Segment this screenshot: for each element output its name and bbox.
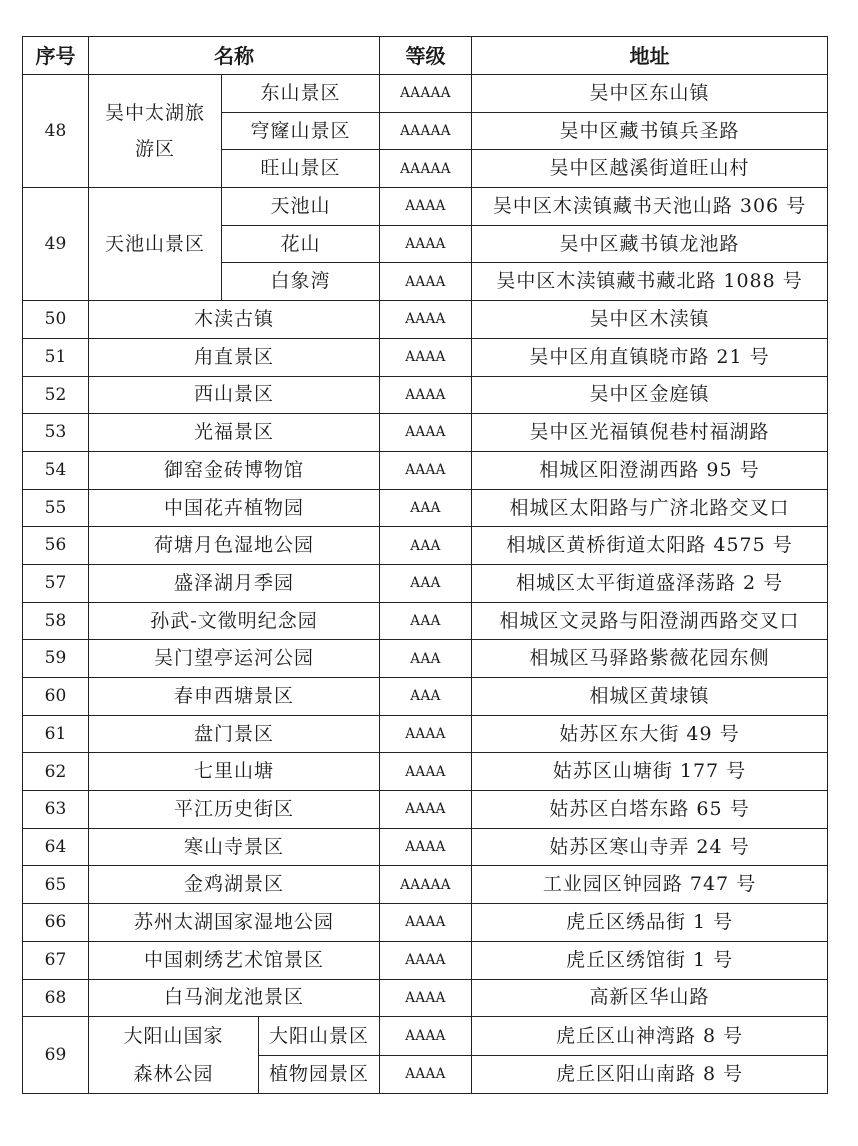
group-name-line: 游区 [134, 138, 175, 161]
group-name-line: 森林公园 [133, 1063, 214, 1086]
table-row [23, 602, 828, 640]
sub-area-name: 天池山 [222, 188, 380, 226]
grade-cell: AAAA [380, 338, 472, 376]
grade-cell: AAAA [380, 715, 472, 753]
grade-cell: AAAA [380, 791, 472, 829]
address-cell: 吴中区越溪街道旺山村 [472, 150, 828, 188]
address-cell: 吴中区东山镇 [472, 75, 828, 113]
grade-cell: AAAA [380, 979, 472, 1017]
address-cell: 相城区阳澄湖西路 95 号 [472, 451, 828, 489]
table-row [23, 376, 828, 414]
sub-area-name: 花山 [222, 225, 380, 263]
table-row [23, 640, 828, 678]
scenic-spots-table [22, 36, 828, 1094]
row-index: 66 [23, 904, 89, 942]
address-cell: 虎丘区绣品街 1 号 [472, 904, 828, 942]
spot-name: 白马涧龙池景区 [89, 979, 380, 1017]
address-cell: 吴中区木渎镇藏书藏北路 1088 号 [472, 263, 828, 301]
row-index: 53 [23, 414, 89, 452]
group-name [89, 1017, 259, 1094]
table-row [23, 527, 828, 565]
address-cell: 相城区黄埭镇 [472, 678, 828, 716]
table-row [23, 188, 828, 226]
spot-name: 寒山寺景区 [89, 828, 380, 866]
spot-name: 孙武-文徵明纪念园 [89, 602, 380, 640]
row-index: 55 [23, 489, 89, 527]
header-grade: 等级 [380, 37, 472, 75]
row-index: 50 [23, 301, 89, 339]
table-row [23, 753, 828, 791]
table-row [23, 941, 828, 979]
address-cell: 吴中区光福镇倪巷村福湖路 [472, 414, 828, 452]
header-name: 名称 [89, 37, 380, 75]
spot-name: 七里山塘 [89, 753, 380, 791]
grade-cell: AAAA [380, 263, 472, 301]
address-cell: 相城区文灵路与阳澄湖西路交叉口 [472, 602, 828, 640]
table-row [23, 75, 828, 113]
spot-name: 平江历史街区 [89, 791, 380, 829]
table-row [23, 451, 828, 489]
address-cell: 姑苏区山塘街 177 号 [472, 753, 828, 791]
spot-name: 盛泽湖月季园 [89, 564, 380, 602]
grade-cell: AAAA [380, 376, 472, 414]
table-row [23, 678, 828, 716]
row-index: 67 [23, 941, 89, 979]
table-body [23, 75, 828, 1094]
row-index: 69 [23, 1017, 89, 1094]
sub-area-name: 植物园景区 [259, 1055, 380, 1094]
table-row [23, 489, 828, 527]
grade-cell: AAA [380, 527, 472, 565]
grade-cell: AAAA [380, 451, 472, 489]
spot-name: 金鸡湖景区 [89, 866, 380, 904]
table-row [23, 828, 828, 866]
spot-name: 盘门景区 [89, 715, 380, 753]
table-row [23, 715, 828, 753]
grade-cell: AAAAA [380, 150, 472, 188]
address-cell: 姑苏区东大街 49 号 [472, 715, 828, 753]
group-name-line: 吴中太湖旅 [104, 101, 205, 124]
address-cell: 虎丘区阳山南路 8 号 [472, 1055, 828, 1094]
row-index: 51 [23, 338, 89, 376]
address-cell: 相城区马驿路紫薇花园东侧 [472, 640, 828, 678]
sub-area-name: 大阳山景区 [259, 1017, 380, 1056]
table-row [23, 791, 828, 829]
row-index: 59 [23, 640, 89, 678]
grade-cell: AAA [380, 640, 472, 678]
address-cell: 虎丘区绣馆街 1 号 [472, 941, 828, 979]
spot-name: 甪直景区 [89, 338, 380, 376]
spot-name: 中国花卉植物园 [89, 489, 380, 527]
spot-name: 春申西塘景区 [89, 678, 380, 716]
spot-name: 荷塘月色湿地公园 [89, 527, 380, 565]
row-index: 57 [23, 564, 89, 602]
row-index: 58 [23, 602, 89, 640]
spot-name: 西山景区 [89, 376, 380, 414]
address-cell: 相城区太阳路与广济北路交叉口 [472, 489, 828, 527]
row-index: 60 [23, 678, 89, 716]
address-cell: 吴中区藏书镇龙池路 [472, 225, 828, 263]
address-cell: 吴中区藏书镇兵圣路 [472, 112, 828, 150]
address-cell: 姑苏区白塔东路 65 号 [472, 791, 828, 829]
header-row [23, 37, 828, 75]
grade-cell: AAA [380, 602, 472, 640]
sub-area-name: 东山景区 [222, 75, 380, 113]
table-row [23, 301, 828, 339]
header-address: 地址 [472, 37, 828, 75]
row-index: 49 [23, 188, 89, 301]
group-name: 天池山景区 [89, 188, 222, 301]
address-cell: 吴中区木渎镇 [472, 301, 828, 339]
group-name [89, 75, 222, 188]
grade-cell: AAAAA [380, 75, 472, 113]
spot-name: 吴门望亭运河公园 [89, 640, 380, 678]
address-cell: 工业园区钟园路 747 号 [472, 866, 828, 904]
grade-cell: AAAA [380, 301, 472, 339]
grade-cell: AAA [380, 489, 472, 527]
grade-cell: AAAA [380, 904, 472, 942]
row-index: 61 [23, 715, 89, 753]
grade-cell: AAAA [380, 828, 472, 866]
grade-cell: AAAA [380, 753, 472, 791]
address-cell: 相城区黄桥街道太阳路 4575 号 [472, 527, 828, 565]
address-cell: 吴中区甪直镇晓市路 21 号 [472, 338, 828, 376]
spot-name: 御窑金砖博物馆 [89, 451, 380, 489]
row-index: 48 [23, 75, 89, 188]
address-cell: 姑苏区寒山寺弄 24 号 [472, 828, 828, 866]
grade-cell: AAAA [380, 941, 472, 979]
sub-area-name: 穹窿山景区 [222, 112, 380, 150]
row-index: 64 [23, 828, 89, 866]
grade-cell: AAAA [380, 414, 472, 452]
table-row [23, 866, 828, 904]
table-row [23, 979, 828, 1017]
sub-area-name: 白象湾 [222, 263, 380, 301]
spot-name: 木渎古镇 [89, 301, 380, 339]
spot-name: 苏州太湖国家湿地公园 [89, 904, 380, 942]
row-index: 52 [23, 376, 89, 414]
row-index: 63 [23, 791, 89, 829]
row-index: 56 [23, 527, 89, 565]
table-header [23, 37, 828, 75]
grade-cell: AAAA [380, 225, 472, 263]
grade-cell: AAAA [380, 188, 472, 226]
spot-name: 光福景区 [89, 414, 380, 452]
table-row [23, 414, 828, 452]
table-row [23, 338, 828, 376]
grade-cell: AAAA [380, 1055, 472, 1094]
table-row [23, 1017, 828, 1056]
row-index: 65 [23, 866, 89, 904]
sub-area-name: 旺山景区 [222, 150, 380, 188]
group-name-line: 大阳山国家 [123, 1025, 224, 1048]
grade-cell: AAAAA [380, 112, 472, 150]
address-cell: 吴中区金庭镇 [472, 376, 828, 414]
address-cell: 高新区华山路 [472, 979, 828, 1017]
table-row [23, 904, 828, 942]
address-cell: 相城区太平街道盛泽荡路 2 号 [472, 564, 828, 602]
row-index: 68 [23, 979, 89, 1017]
grade-cell: AAA [380, 678, 472, 716]
grade-cell: AAA [380, 564, 472, 602]
address-cell: 虎丘区山神湾路 8 号 [472, 1017, 828, 1056]
row-index: 62 [23, 753, 89, 791]
spot-name: 中国刺绣艺术馆景区 [89, 941, 380, 979]
address-cell: 吴中区木渎镇藏书天池山路 306 号 [472, 188, 828, 226]
row-index: 54 [23, 451, 89, 489]
grade-cell: AAAAA [380, 866, 472, 904]
header-index: 序号 [23, 37, 89, 75]
table-row [23, 564, 828, 602]
grade-cell: AAAA [380, 1017, 472, 1056]
